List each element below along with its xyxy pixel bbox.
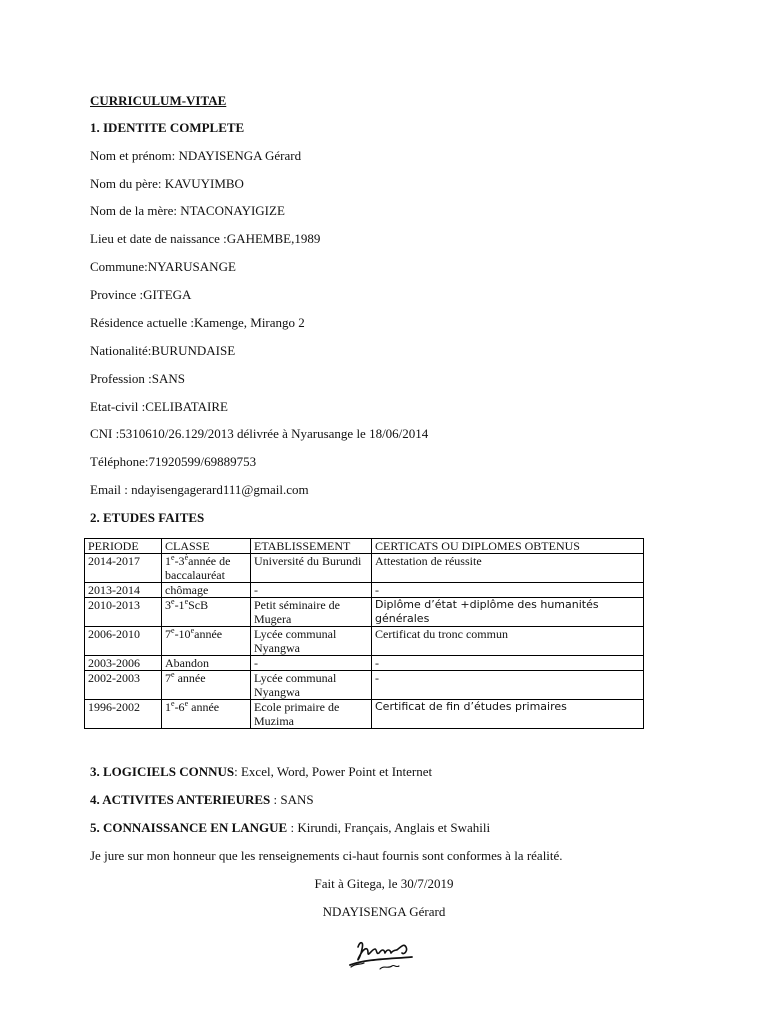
cell-classe	[162, 598, 251, 627]
cell-periode: 2002-2003	[85, 671, 162, 700]
table-row	[85, 554, 644, 583]
section-logiciels-value: : Excel, Word, Power Point et Internet	[234, 764, 433, 779]
cell-certificat: -	[372, 656, 644, 671]
classe-part: -10	[174, 627, 191, 641]
classe-part: -3	[174, 554, 185, 568]
classe-part: année	[188, 700, 220, 714]
cell-certificat: Certificat de fin d’études primaires	[372, 700, 644, 729]
column-header-etablissement: ETABLISSEMENT	[251, 539, 372, 554]
table-row	[85, 656, 644, 671]
classe-part: année	[194, 627, 223, 641]
cell-periode: 2013-2014	[85, 583, 162, 598]
identity-residence: Résidence actuelle :Kamenge, Mirango 2	[90, 315, 305, 330]
classe-part: -1	[174, 598, 185, 612]
cell-etablissement: Lycée communal Nyangwa	[251, 627, 372, 656]
cell-certificat: -	[372, 583, 644, 598]
cell-certificat: Certificat du tronc commun	[372, 627, 644, 656]
studies-table	[84, 538, 644, 729]
signature-image	[346, 937, 422, 975]
section-identite-heading: 1. IDENTITE COMPLETE	[90, 120, 245, 135]
cell-classe	[162, 554, 251, 583]
table-row	[85, 627, 644, 656]
identity-name: Nom et prénom: NDAYISENGA Gérard	[90, 148, 302, 163]
cell-classe: Abandon	[162, 656, 251, 671]
classe-part: 3	[165, 598, 171, 612]
classe-part: année de baccalauréat	[165, 554, 231, 582]
section-langues-label: 5. CONNAISSANCE EN LANGUE	[90, 820, 288, 835]
section-activites-value: : SANS	[270, 792, 314, 807]
cell-periode: 2014-2017	[85, 554, 162, 583]
document-title: CURRICULUM-VITAE	[90, 93, 227, 108]
identity-nationality: Nationalité:BURUNDAISE	[90, 343, 236, 358]
classe-part: année	[174, 671, 206, 685]
identity-province: Province :GITEGA	[90, 287, 192, 302]
identity-commune: Commune:NYARUSANGE	[90, 259, 236, 274]
cell-etablissement: Petit séminaire de Mugera	[251, 598, 372, 627]
identity-email: Email : ndayisengagerard111@gmail.com	[90, 482, 309, 497]
cell-etablissement: -	[251, 656, 372, 671]
classe-sup: e	[184, 699, 189, 708]
table-header-row	[85, 539, 644, 554]
section-logiciels	[90, 764, 432, 780]
identity-profession: Profession :SANS	[90, 371, 185, 386]
classe-part: 7	[165, 671, 171, 685]
classe-sup: e	[171, 626, 175, 635]
cell-certificat: -	[372, 671, 644, 700]
section-logiciels-label: 3. LOGICIELS CONNUS	[90, 764, 235, 779]
place-date: Fait à Gitega, le 30/7/2019	[314, 876, 454, 891]
cell-classe	[162, 700, 251, 729]
classe-part: 1	[165, 554, 171, 568]
table-row	[85, 598, 644, 627]
section-langues-value: : Kirundi, Français, Anglais et Swahili	[287, 820, 491, 835]
section-activites-label: 4. ACTIVITES ANTERIEURES	[90, 792, 271, 807]
table-row	[85, 671, 644, 700]
signatory-name: NDAYISENGA Gérard	[322, 904, 446, 919]
column-header-certificats: CERTICATS OU DIPLOMES OBTENUS	[372, 539, 644, 554]
column-header-periode: PERIODE	[85, 539, 162, 554]
identity-mother: Nom de la mère: NTACONAYIGIZE	[90, 203, 285, 218]
section-etudes-heading: 2. ETUDES FAITES	[90, 510, 205, 525]
identity-birth: Lieu et date de naissance :GAHEMBE,1989	[90, 231, 321, 246]
classe-sup: e	[171, 553, 175, 562]
column-header-classe: CLASSE	[162, 539, 251, 554]
classe-sup: e	[171, 597, 175, 606]
classe-sup: e	[184, 597, 189, 606]
cell-certificat: Attestation de réussite	[372, 554, 644, 583]
cell-etablissement: Ecole primaire de Muzima	[251, 700, 372, 729]
cell-certificat: Diplôme d’état +diplôme des humanités générales	[372, 598, 644, 627]
cell-periode: 2006-2010	[85, 627, 162, 656]
identity-father: Nom du père: KAVUYIMBO	[90, 176, 244, 191]
cell-classe	[162, 671, 251, 700]
identity-civil-status: Etat-civil :CELIBATAIRE	[90, 399, 228, 414]
table-row	[85, 700, 644, 729]
identity-cni: CNI :5310610/26.129/2013 délivrée à Nyarusange le 18/06/2014	[90, 426, 429, 441]
cell-etablissement: Université du Burundi	[251, 554, 372, 583]
classe-part: ScB	[188, 598, 209, 612]
section-activites	[90, 792, 314, 808]
section-langues	[90, 820, 490, 836]
table-row	[85, 583, 644, 598]
cell-etablissement: -	[251, 583, 372, 598]
classe-part: -6	[174, 700, 185, 714]
cell-periode: 2010-2013	[85, 598, 162, 627]
classe-sup: e	[190, 626, 195, 635]
cell-etablissement: Lycée communal Nyangwa	[251, 671, 372, 700]
declaration: Je jure sur mon honneur que les renseignements ci-haut fournis sont conformes à la réalité.	[90, 848, 563, 863]
classe-part: 1	[165, 700, 171, 714]
classe-sup: e	[171, 670, 175, 679]
cell-periode: 2003-2006	[85, 656, 162, 671]
identity-phone: Téléphone:71920599/69889753	[90, 454, 257, 469]
classe-part: 7	[165, 627, 171, 641]
cell-classe	[162, 627, 251, 656]
classe-sup: è	[184, 553, 189, 562]
classe-sup: e	[171, 699, 175, 708]
cell-periode: 1996-2002	[85, 700, 162, 729]
cell-classe: chômage	[162, 583, 251, 598]
